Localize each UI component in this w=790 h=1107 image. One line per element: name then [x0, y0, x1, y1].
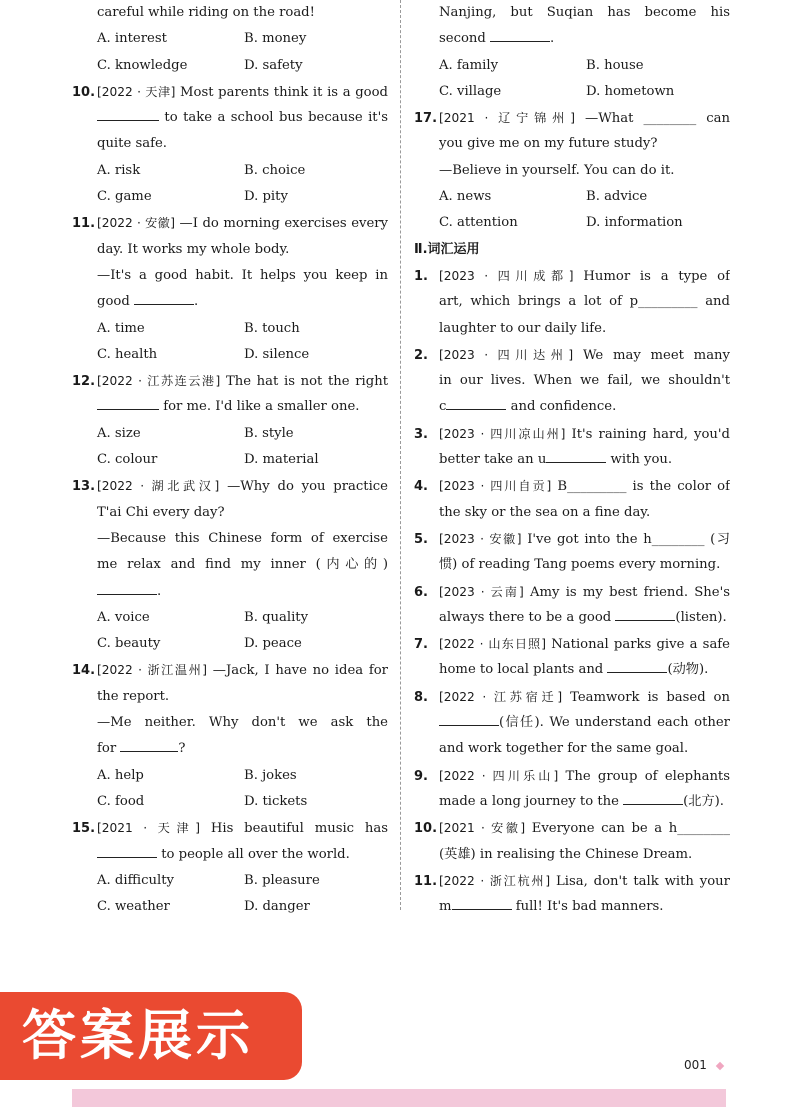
question-text: Lisa, don't talk with your — [555, 873, 730, 889]
text-line: me relax and find my inner (内心的) — [97, 557, 388, 573]
answer-blank[interactable] — [446, 394, 506, 410]
options-row — [72, 316, 388, 342]
options-row — [414, 53, 730, 79]
options-row — [72, 184, 388, 210]
answer-blank[interactable] — [623, 789, 683, 805]
line-text: always there to be a good — [439, 609, 616, 625]
option-a: C. health — [97, 346, 158, 362]
question-number: 4. — [414, 479, 428, 495]
text-line: art, which brings a lot of p_________ and — [439, 294, 730, 310]
question-line — [414, 631, 730, 657]
question-source: [2021 · 天津] — [97, 821, 201, 836]
text-line — [414, 447, 730, 473]
option-a: C. beauty — [97, 636, 161, 652]
option-b: B. advice — [586, 189, 648, 205]
question-text: We may meet many — [582, 347, 730, 363]
option-b: D. material — [244, 452, 319, 468]
option-b: D. tickets — [244, 793, 308, 809]
question-source: [2022 · 天津] — [97, 84, 176, 99]
question-number: 12. — [72, 374, 96, 390]
text-line — [72, 289, 388, 315]
question-source: [2022 · 安徽] — [97, 216, 175, 231]
option-b: B. style — [244, 425, 294, 441]
line-text: for me. I'd like a smaller one. — [159, 399, 360, 415]
question-source: [2022 · 山东日照] — [439, 637, 547, 652]
question-text: Most parents think it is a good — [180, 84, 388, 100]
options-row — [72, 447, 388, 473]
question-line — [414, 342, 730, 368]
question-text: It's raining hard, you'd — [571, 426, 730, 442]
question-text: His beautiful music has — [210, 821, 388, 837]
text-line: quite safe. — [97, 136, 167, 152]
question-line — [414, 421, 730, 447]
option-a: C. village — [439, 83, 502, 99]
answer-blank[interactable] — [134, 289, 194, 305]
question-number: 2. — [414, 347, 428, 363]
question-number: 14. — [72, 663, 96, 679]
question-text: —Jack, I have no idea for — [212, 663, 388, 679]
text-line — [414, 605, 730, 631]
text-line — [72, 579, 388, 605]
question-text: Humor is a type of — [583, 268, 730, 284]
question-text: —Why do you practice — [227, 479, 388, 495]
option-a: C. game — [97, 189, 152, 205]
text-line: —Me neither. Why don't we ask the — [97, 715, 388, 731]
question-source: [2023 · 四川凉山州] — [439, 426, 566, 441]
text-line — [72, 105, 388, 131]
question-number: 10. — [72, 84, 96, 100]
question-text: The hat is not the right — [225, 374, 388, 390]
question-source: [2023 · 四川自贡] — [439, 479, 552, 494]
answer-banner-label: 答案展示 — [22, 1004, 254, 1067]
option-b: B. house — [586, 57, 644, 73]
question-line — [72, 79, 388, 105]
line-text: with you. — [606, 452, 673, 468]
options-row — [414, 79, 730, 105]
text-line — [72, 736, 388, 762]
question-source: [2023 · 四川成都] — [439, 268, 574, 283]
question-text: National parks give a safe — [551, 637, 730, 653]
question-line — [414, 105, 730, 131]
question-source: [2022 · 湖北武汉] — [97, 479, 220, 494]
text-line — [414, 789, 730, 815]
option-b: D. pity — [244, 189, 288, 205]
text-line — [414, 657, 730, 683]
question-source: [2023 · 云南] — [439, 584, 524, 599]
line-text: c — [439, 399, 447, 415]
section-heading: Ⅱ.词汇运用 — [414, 241, 480, 257]
option-a: A. risk — [97, 162, 141, 178]
text-line: day. It works my whole body. — [97, 241, 290, 257]
options-row — [72, 26, 388, 52]
options-row — [72, 868, 388, 894]
options-row — [72, 789, 388, 815]
option-b: B. choice — [244, 162, 306, 178]
question-line — [414, 868, 730, 894]
question-number: 9. — [414, 768, 428, 784]
answer-blank[interactable] — [97, 105, 159, 121]
options-row — [414, 210, 730, 236]
left-column — [72, 0, 388, 920]
question-line — [414, 815, 730, 841]
option-a: C. attention — [439, 215, 518, 231]
question-source: [2022 · 浙江杭州] — [439, 873, 551, 888]
question-line — [414, 473, 730, 499]
question-line — [414, 263, 730, 289]
question-source: [2022 · 浙江温州] — [97, 663, 208, 678]
answer-blank[interactable] — [120, 736, 178, 752]
question-text: B_________ is the color of — [557, 479, 730, 495]
line-text: (listen). — [675, 609, 727, 625]
options-row — [414, 184, 730, 210]
question-text: —What ________ can — [585, 111, 730, 127]
text-line: careful while riding on the road! — [97, 5, 315, 20]
text-line: in our lives. When we fail, we shouldn't — [439, 373, 730, 389]
line-text: m — [439, 899, 452, 915]
option-a: C. food — [97, 793, 145, 809]
question-source: [2023 · 四川达州] — [439, 347, 574, 362]
line-text: for — [97, 741, 121, 757]
options-row — [72, 631, 388, 657]
line-text: to people all over the world. — [157, 846, 350, 862]
option-b: D. safety — [244, 57, 303, 73]
text-line: —It's a good habit. It helps you keep in — [97, 267, 388, 283]
text-line — [72, 394, 388, 420]
question-line — [414, 684, 730, 710]
options-row — [72, 605, 388, 631]
line-text: and confidence. — [506, 399, 617, 415]
right-column — [414, 0, 730, 920]
options-row — [72, 894, 388, 920]
answer-blank[interactable] — [490, 26, 550, 42]
line-text: ? — [178, 741, 186, 757]
line-text: home to local plants and — [439, 662, 608, 678]
text-line: —Believe in yourself. You can do it. — [439, 162, 675, 178]
question-number: 3. — [414, 426, 428, 442]
line-text: good — [97, 294, 134, 310]
text-line: 惯) of reading Tang poems every morning. — [439, 557, 721, 573]
option-a: A. interest — [97, 31, 167, 47]
option-a: C. colour — [97, 452, 158, 468]
text-line: laughter to our daily life. — [439, 320, 607, 336]
question-source: [2022 · 江苏宿迁] — [439, 689, 563, 704]
option-a: A. family — [439, 57, 499, 73]
text-line: Nanjing, but Suqian has become his — [439, 5, 730, 20]
text-line — [414, 394, 730, 420]
option-a: A. time — [97, 320, 145, 336]
question-text: Everyone can be a h________ — [531, 821, 730, 837]
question-line — [72, 210, 388, 236]
options-row — [72, 342, 388, 368]
text-line — [414, 894, 730, 920]
question-line — [72, 815, 388, 841]
line-text: better take an u — [439, 452, 547, 468]
option-b: B. pleasure — [244, 872, 320, 888]
option-b: B. money — [244, 31, 307, 47]
question-line — [72, 368, 388, 394]
question-text: Teamwork is based on — [570, 689, 730, 705]
options-row — [72, 158, 388, 184]
option-a: C. knowledge — [97, 57, 188, 73]
text-line: (英雄) in realising the Chinese Dream. — [439, 846, 693, 862]
question-text: —I do morning exercises every — [179, 216, 388, 232]
option-b: B. touch — [244, 320, 300, 336]
question-number: 15. — [72, 821, 96, 837]
line-text: (动物). — [667, 662, 709, 678]
page-number: 001 — [684, 1058, 707, 1072]
answer-blank[interactable] — [439, 710, 499, 726]
answer-banner[interactable] — [0, 992, 302, 1080]
column-divider — [400, 0, 401, 910]
option-a: A. voice — [97, 609, 150, 625]
text-line — [414, 26, 730, 52]
line-text: to take a school bus because it's — [159, 110, 388, 126]
question-number: 6. — [414, 584, 428, 600]
answer-blank[interactable] — [97, 579, 157, 595]
answer-blank[interactable] — [546, 447, 606, 463]
option-a: C. weather — [97, 899, 170, 915]
line-text: made a long journey to the — [439, 793, 624, 809]
question-source: [2021 · 辽宁锦州] — [439, 111, 575, 126]
question-text: The group of elephants — [565, 768, 730, 784]
question-line — [414, 526, 730, 552]
question-source: [2022 · 江苏连云港] — [97, 374, 221, 389]
question-number: 8. — [414, 689, 428, 705]
option-b: D. peace — [244, 636, 302, 652]
question-number: 13. — [72, 479, 96, 495]
question-number: 11. — [72, 216, 96, 232]
diamond-icon — [716, 1062, 724, 1070]
line-text: second — [439, 31, 491, 47]
text-line — [72, 842, 388, 868]
line-text: full! It's bad manners. — [511, 899, 664, 915]
option-a: A. news — [439, 189, 492, 205]
question-source: [2021 · 安徽] — [439, 821, 526, 836]
line-text: (北方). — [683, 793, 724, 809]
question-line — [72, 473, 388, 499]
question-source: [2022 · 四川乐山] — [439, 768, 559, 783]
option-a: A. help — [97, 767, 144, 783]
line-text: . — [193, 294, 199, 310]
question-number: 1. — [414, 268, 428, 284]
question-line — [72, 657, 388, 683]
text-line: —Because this Chinese form of exercise — [97, 530, 388, 546]
answer-blank[interactable] — [607, 657, 667, 673]
line-text: (信任). We understand each other — [499, 715, 730, 731]
option-b: D. hometown — [586, 83, 675, 99]
text-line — [414, 710, 730, 736]
line-text: . — [157, 583, 162, 599]
option-a: A. difficulty — [97, 872, 175, 888]
question-source: [2023 · 安徽] — [439, 531, 522, 546]
bottom-strip — [72, 1089, 726, 1107]
text-line: the sky or the sea on a fine day. — [439, 504, 651, 520]
options-row — [72, 421, 388, 447]
question-number: 17. — [414, 111, 438, 127]
question-number: 5. — [414, 531, 428, 547]
option-b: B. jokes — [244, 767, 297, 783]
question-number: 11. — [414, 873, 438, 889]
options-row — [72, 53, 388, 79]
answer-blank[interactable] — [97, 842, 157, 858]
text-line: T'ai Chi every day? — [97, 504, 225, 520]
line-text: . — [550, 31, 555, 47]
option-b: B. quality — [244, 609, 309, 625]
question-line — [414, 763, 730, 789]
option-b: D. danger — [244, 899, 310, 915]
option-a: A. size — [97, 425, 141, 441]
answer-blank[interactable] — [97, 394, 159, 410]
question-line — [414, 579, 730, 605]
answer-blank[interactable] — [615, 605, 675, 621]
question-text: I've got into the h________ (习 — [527, 531, 730, 547]
question-text: Amy is my best friend. She's — [529, 584, 730, 600]
option-b: D. information — [586, 215, 683, 231]
answer-blank[interactable] — [452, 894, 512, 910]
question-number: 10. — [414, 821, 438, 837]
question-number: 7. — [414, 637, 428, 653]
text-line: you give me on my future study? — [439, 136, 658, 152]
text-line: and work together for the same goal. — [439, 741, 689, 757]
text-line: the report. — [97, 688, 170, 704]
option-b: D. silence — [244, 346, 310, 362]
options-row — [72, 763, 388, 789]
